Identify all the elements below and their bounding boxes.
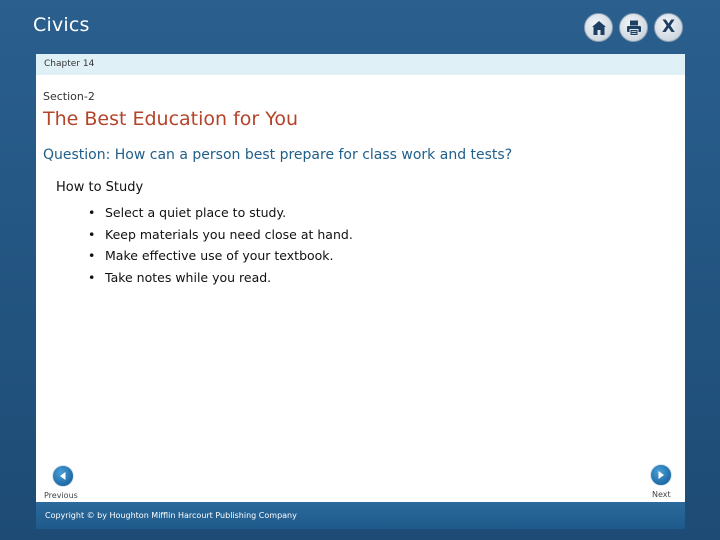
- slide-panel: [36, 54, 685, 529]
- page-title: The Best Education for You: [43, 108, 299, 130]
- arrow-left-icon: [58, 471, 68, 481]
- question-text: Question: How can a person best prepare for class work and tests?: [43, 147, 513, 163]
- home-button[interactable]: [584, 13, 613, 42]
- study-heading: How to Study: [56, 180, 144, 195]
- next-button[interactable]: [650, 464, 672, 486]
- print-button[interactable]: [619, 13, 648, 42]
- footer-bar: [36, 502, 685, 529]
- print-icon: [625, 19, 643, 37]
- close-button[interactable]: [654, 13, 683, 42]
- chapter-bar: [36, 54, 685, 75]
- top-toolbar: [584, 13, 683, 42]
- previous-button[interactable]: [52, 465, 74, 487]
- list-item: • Keep materials you need close at hand.: [88, 224, 353, 246]
- list-item: • Make effective use of your textbook.: [88, 245, 353, 267]
- chapter-label: Chapter 14: [44, 59, 95, 69]
- previous-label[interactable]: Previous: [44, 491, 78, 500]
- copyright-text: Copyright © by Houghton Mifflin Harcourt Publishing Company: [45, 511, 297, 520]
- list-item: • Select a quiet place to study.: [88, 202, 353, 224]
- close-icon: X: [661, 17, 676, 37]
- next-label[interactable]: Next: [652, 490, 671, 499]
- section-label: Section-2: [43, 90, 95, 103]
- app-title: Civics: [33, 14, 90, 36]
- study-tips-list: [88, 202, 353, 288]
- list-item: • Take notes while you read.: [88, 267, 353, 289]
- home-icon: [590, 19, 608, 37]
- arrow-right-icon: [656, 470, 666, 480]
